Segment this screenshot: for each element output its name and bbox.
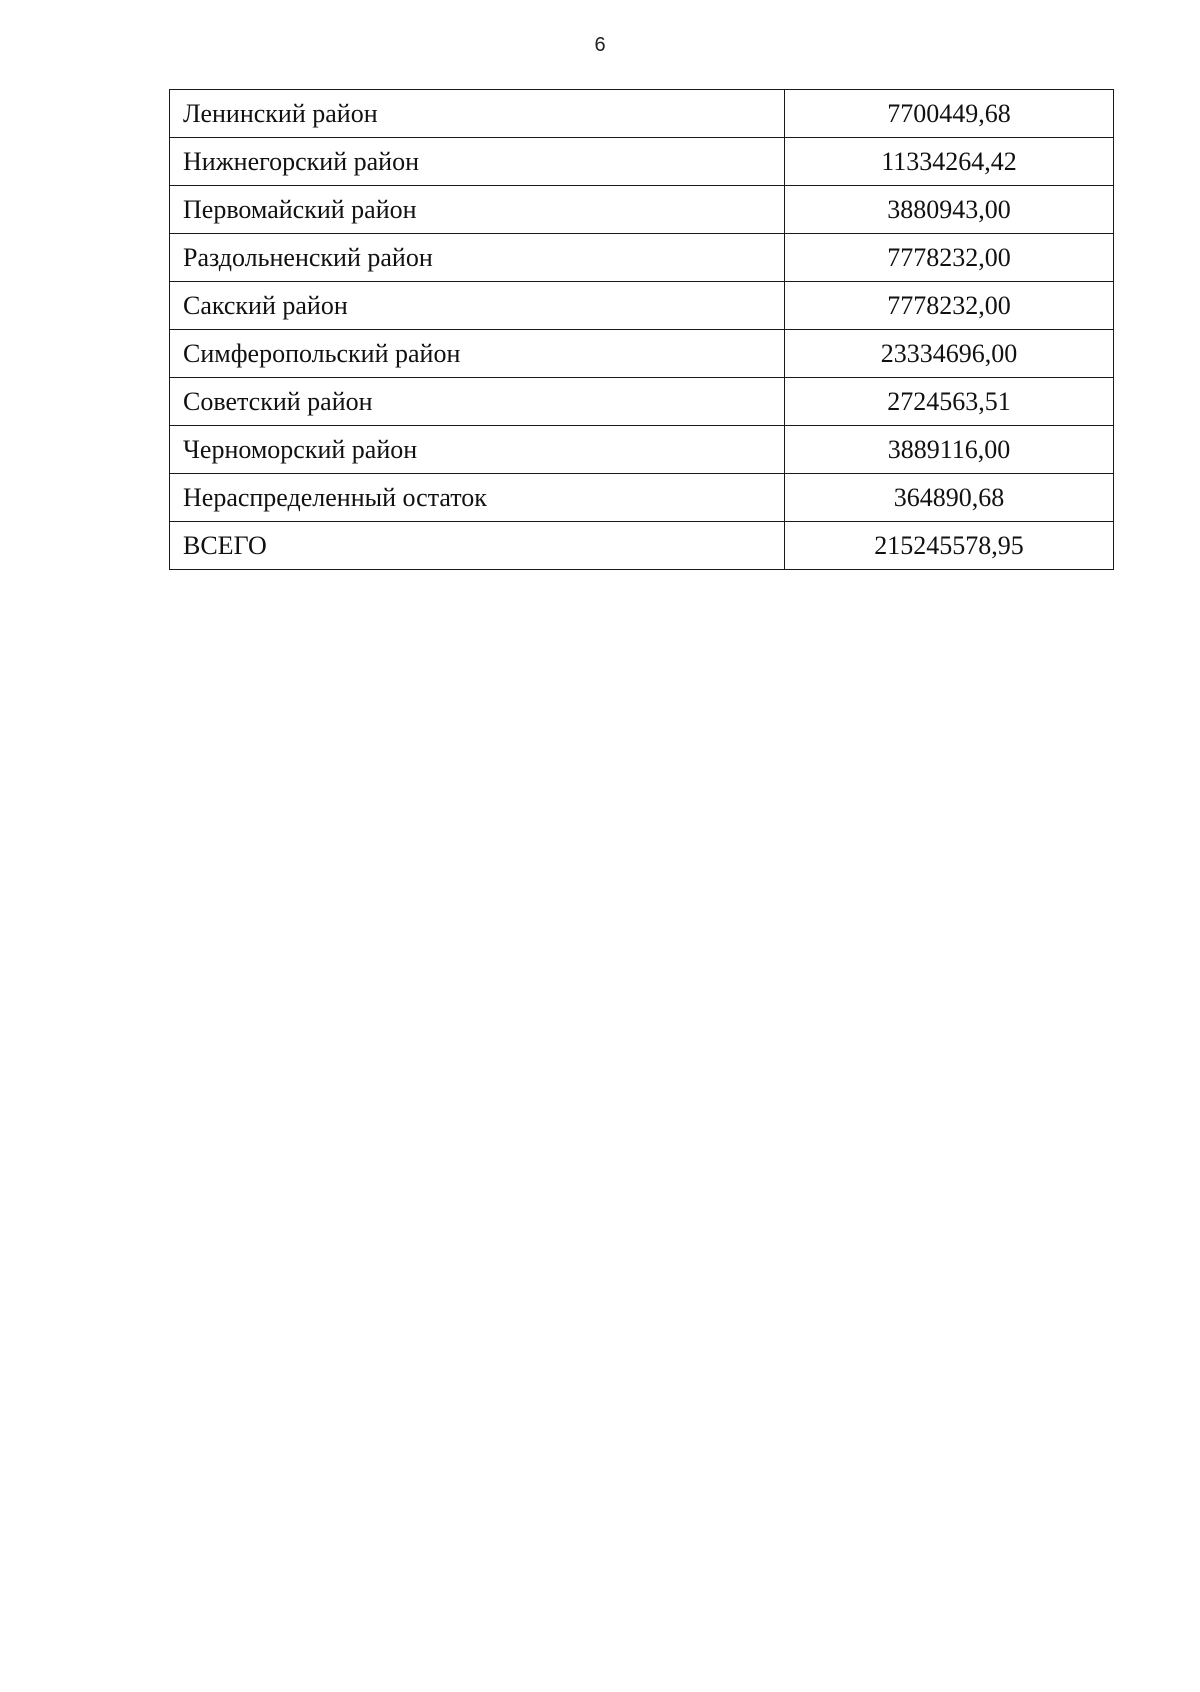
district-name: Советский район <box>170 378 785 426</box>
table-row <box>170 90 1114 138</box>
district-name: Раздольненский район <box>170 234 785 282</box>
district-name: Нижнегорский район <box>170 138 785 186</box>
amount-value: 364890,68 <box>785 474 1114 522</box>
table-row <box>170 138 1114 186</box>
district-name: Ленинский район <box>170 90 785 138</box>
amount-value: 11334264,42 <box>785 138 1114 186</box>
table-row <box>170 282 1114 330</box>
district-name: Сакский район <box>170 282 785 330</box>
amount-value: 7778232,00 <box>785 234 1114 282</box>
total-row <box>170 522 1114 570</box>
amount-value: 7700449,68 <box>785 90 1114 138</box>
amount-value: 23334696,00 <box>785 330 1114 378</box>
table-row <box>170 378 1114 426</box>
amount-value: 7778232,00 <box>785 282 1114 330</box>
allocation-table <box>169 89 1114 570</box>
district-name: Нераспределенный остаток <box>170 474 785 522</box>
table-row <box>170 474 1114 522</box>
district-name: Симферопольский район <box>170 330 785 378</box>
total-value: 215245578,95 <box>785 522 1114 570</box>
table-row <box>170 234 1114 282</box>
amount-value: 3880943,00 <box>785 186 1114 234</box>
page-number: 6 <box>594 34 606 56</box>
amount-value: 2724563,51 <box>785 378 1114 426</box>
total-label: ВСЕГО <box>170 522 785 570</box>
table-row <box>170 426 1114 474</box>
district-name: Черноморский район <box>170 426 785 474</box>
amount-value: 3889116,00 <box>785 426 1114 474</box>
district-name: Первомайский район <box>170 186 785 234</box>
table-row <box>170 186 1114 234</box>
table-row <box>170 330 1114 378</box>
